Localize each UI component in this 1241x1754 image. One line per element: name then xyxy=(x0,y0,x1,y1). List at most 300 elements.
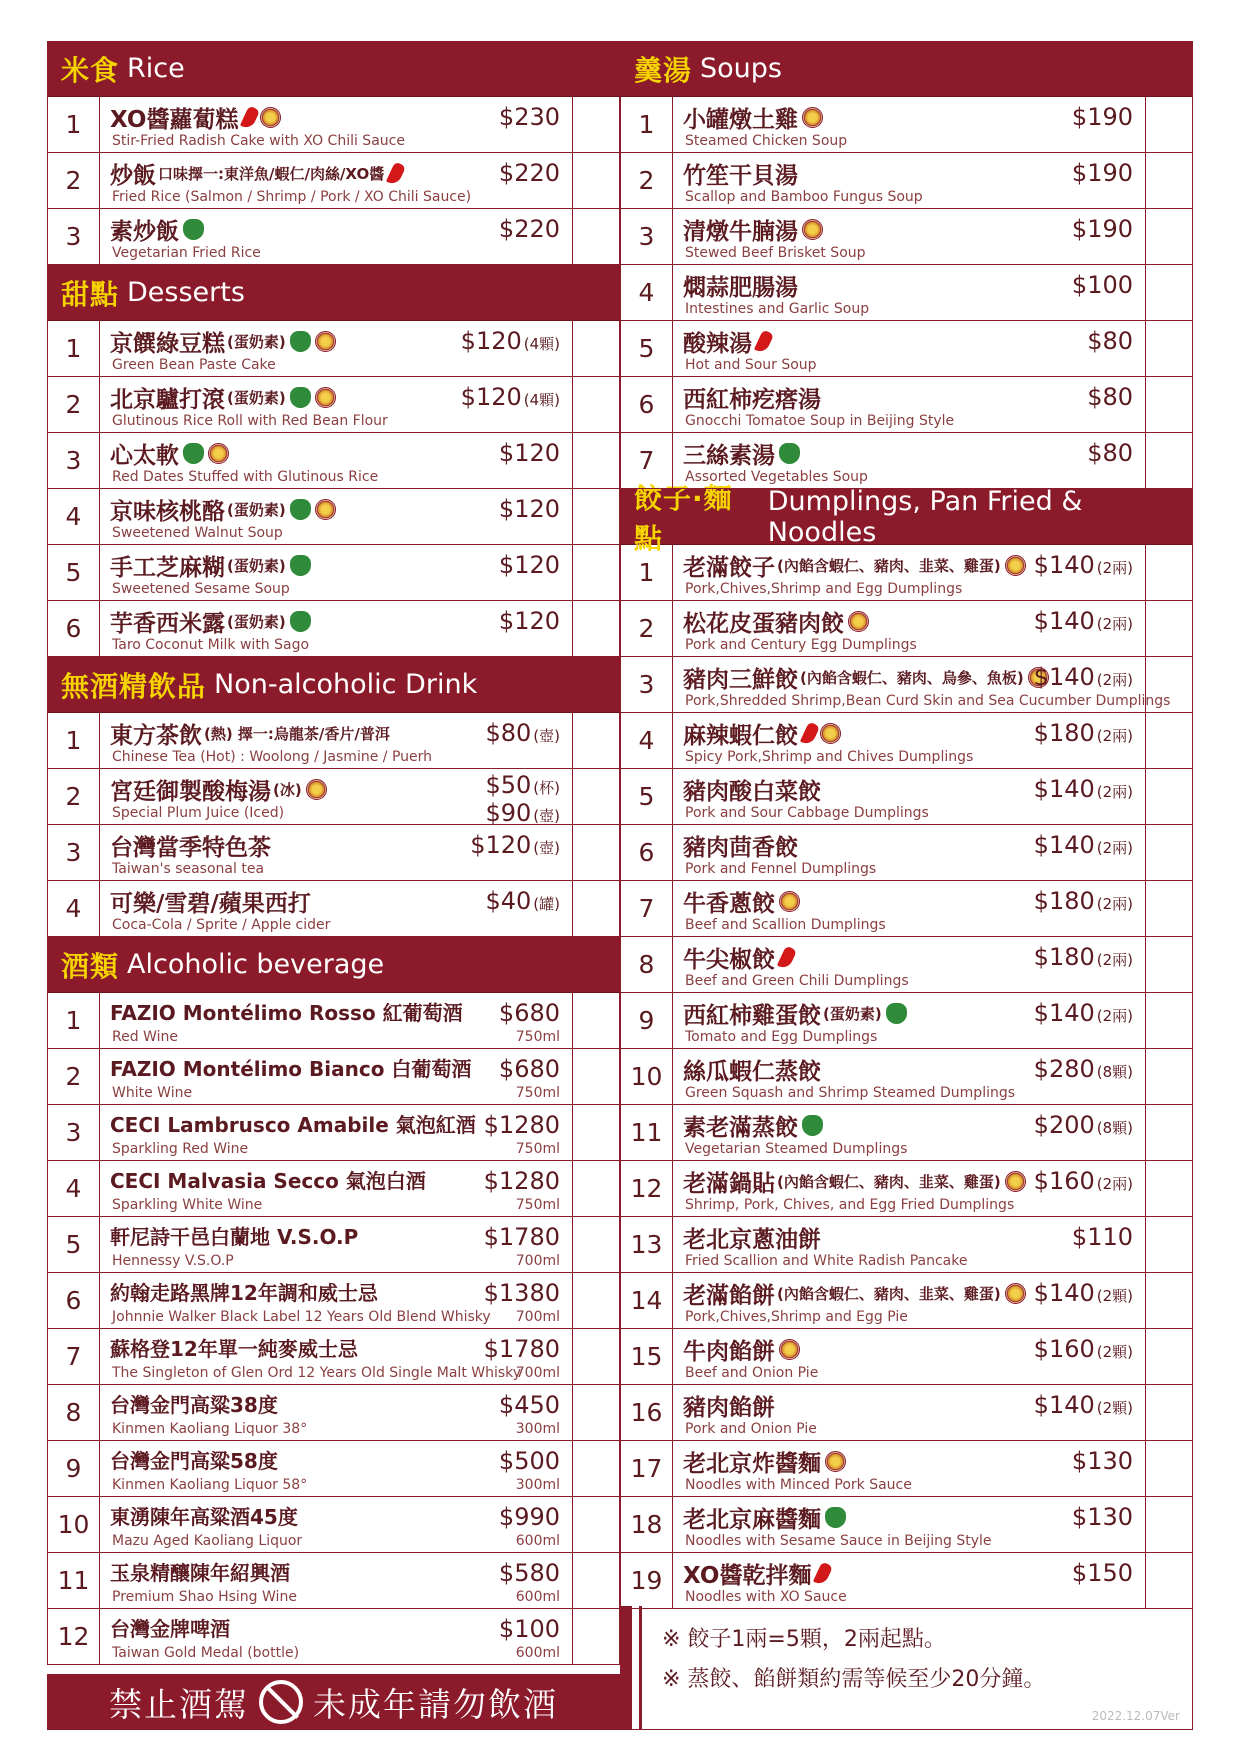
item-price xyxy=(484,1111,560,1139)
row-tail xyxy=(573,1609,619,1664)
item-name xyxy=(683,661,1049,694)
item-english: Tomato and Egg Dumplings xyxy=(685,1029,878,1045)
item-body xyxy=(100,1105,573,1160)
item-option: (蛋奶素) xyxy=(227,389,286,407)
row-tail xyxy=(573,825,619,880)
item-body xyxy=(100,1385,573,1440)
item-price xyxy=(1072,1503,1133,1531)
price-value: $680 xyxy=(498,999,560,1027)
item-name-text: 豬肉三鮮餃 xyxy=(683,667,798,693)
item-english: Noodles with Minced Pork Sauce xyxy=(685,1477,912,1493)
row-tail xyxy=(1146,825,1192,880)
item-name-text: 西紅柿疙瘩湯 xyxy=(683,387,821,413)
item-number: 3 xyxy=(621,209,673,264)
item-english: Taiwan Gold Medal (bottle) xyxy=(112,1645,300,1661)
price-value: $190 xyxy=(1071,159,1133,187)
item-name-text: 老滿鍋貼 xyxy=(683,1171,775,1197)
price-value: $220 xyxy=(498,215,560,243)
item-price xyxy=(499,551,560,579)
row-tail xyxy=(573,1497,619,1552)
price-value: $120 xyxy=(498,607,560,635)
item-name xyxy=(683,1109,823,1142)
item-english: Glutinous Rice Roll with Red Bean Flour xyxy=(112,413,388,429)
item-body xyxy=(673,1049,1146,1104)
menu-row xyxy=(620,657,1193,713)
price-unit: (2兩) xyxy=(1096,559,1133,577)
item-price xyxy=(484,1279,560,1307)
item-name-text: 芋香西米露 xyxy=(110,611,225,637)
egg-icon xyxy=(315,387,336,408)
item-english: Red Wine xyxy=(112,1029,178,1045)
item-number: 5 xyxy=(621,321,673,376)
section-header-soups: 羹湯 Soups xyxy=(620,41,1193,97)
item-number: 5 xyxy=(621,769,673,824)
item-body xyxy=(673,713,1146,768)
menu-row xyxy=(47,1049,620,1105)
item-price xyxy=(461,327,560,355)
item-body xyxy=(100,1217,573,1272)
menu-row xyxy=(620,937,1193,993)
item-name xyxy=(683,1053,821,1086)
row-tail xyxy=(1146,1161,1192,1216)
item-name xyxy=(110,885,311,918)
item-name xyxy=(683,269,798,302)
egg-icon xyxy=(260,107,281,128)
price-unit: (8顆) xyxy=(1096,1063,1133,1081)
item-number: 1 xyxy=(48,713,100,768)
item-name-text: 台灣金門高粱38度 xyxy=(110,1393,278,1417)
item-body xyxy=(100,769,573,827)
item-number: 2 xyxy=(48,153,100,208)
row-tail xyxy=(573,153,619,208)
dumplings-list xyxy=(620,545,1193,1609)
item-number: 2 xyxy=(621,601,673,656)
item-name-text: 三絲素湯 xyxy=(683,443,775,469)
section-header-drinks: 無酒精飲品 Non-alcoholic Drink xyxy=(47,657,620,713)
item-name xyxy=(110,101,281,134)
version-label: 2022.12.07Ver xyxy=(1091,1709,1180,1723)
item-name xyxy=(683,1389,775,1422)
item-price xyxy=(499,999,560,1027)
item-name xyxy=(110,605,311,638)
row-tail xyxy=(1146,993,1192,1048)
item-price xyxy=(1072,215,1133,243)
item-name-text: 竹笙干貝湯 xyxy=(683,163,798,189)
price-unit: (杯) xyxy=(533,779,560,797)
item-name xyxy=(683,997,907,1030)
menu-row xyxy=(47,1553,620,1609)
egg-icon xyxy=(208,443,229,464)
item-name xyxy=(683,1333,800,1366)
item-price xyxy=(1087,439,1133,467)
item-price xyxy=(1034,663,1133,691)
item-option: (熱) 擇一:烏龍茶/香片/普洱 xyxy=(204,725,390,743)
item-option: (蛋奶素) xyxy=(227,333,286,351)
price-unit: (2兩) xyxy=(1096,783,1133,801)
item-name-text: 心太軟 xyxy=(110,443,179,469)
item-name-text: 酸辣湯 xyxy=(683,331,752,357)
item-name xyxy=(110,325,336,358)
menu-row xyxy=(620,545,1193,601)
left-column xyxy=(47,41,620,1665)
row-tail xyxy=(1146,1105,1192,1160)
item-number: 3 xyxy=(48,433,100,488)
item-number: 10 xyxy=(621,1049,673,1104)
price-unit: (壺) xyxy=(533,727,560,745)
item-name-text: 老滿餃子 xyxy=(683,555,775,581)
vegetarian-icon xyxy=(290,387,311,408)
price-value: $120 xyxy=(460,383,522,411)
item-price xyxy=(1034,1111,1133,1139)
item-english: Hennessy V.S.O.P xyxy=(112,1253,234,1269)
chili-icon xyxy=(240,105,260,130)
chili-icon xyxy=(754,329,774,354)
item-name-text: 東方茶飲 xyxy=(110,723,202,749)
row-tail xyxy=(573,881,619,936)
item-name xyxy=(110,1501,298,1530)
price-value: $120 xyxy=(460,327,522,355)
item-number: 13 xyxy=(621,1217,673,1272)
item-body xyxy=(673,1385,1146,1440)
row-tail xyxy=(1146,1497,1192,1552)
item-option: (內餡含蝦仁、豬肉、韭菜、雞蛋) xyxy=(777,1285,1001,1303)
item-price xyxy=(1072,271,1133,299)
price-value: $140 xyxy=(1033,831,1095,859)
item-number: 6 xyxy=(621,377,673,432)
price-value: $120 xyxy=(498,551,560,579)
item-price xyxy=(461,383,560,411)
item-price xyxy=(499,1391,560,1419)
price-unit: (2兩) xyxy=(1096,1007,1133,1025)
price-value: $150 xyxy=(1071,1559,1133,1587)
item-option: (內餡含蝦仁、豬肉、韭菜、雞蛋) xyxy=(777,1173,1001,1191)
item-number: 4 xyxy=(48,489,100,544)
item-name-text: 絲瓜蝦仁蒸餃 xyxy=(683,1059,821,1085)
item-number: 4 xyxy=(621,265,673,320)
egg-icon xyxy=(779,1339,800,1360)
item-name-text: 台灣金門高粱58度 xyxy=(110,1449,278,1473)
row-tail xyxy=(573,545,619,600)
item-body xyxy=(673,881,1146,936)
item-number: 3 xyxy=(48,1105,100,1160)
price-value: $80 xyxy=(485,719,532,747)
item-name-text: 東湧陳年高粱酒45度 xyxy=(110,1505,298,1529)
item-number: 5 xyxy=(48,1217,100,1272)
egg-icon xyxy=(306,779,327,800)
item-english: Steamed Chicken Soup xyxy=(685,133,848,149)
item-name xyxy=(683,437,800,470)
item-price xyxy=(1087,383,1133,411)
item-volume: 600ml xyxy=(515,1589,560,1605)
item-body xyxy=(100,993,573,1048)
item-name-text: 玉泉精釀陳年紹興酒 xyxy=(110,1561,290,1585)
price-value: $110 xyxy=(1071,1223,1133,1251)
item-english: Kinmen Kaoliang Liquor 38° xyxy=(112,1421,308,1437)
desserts-list xyxy=(47,321,620,657)
item-english: Taiwan's seasonal tea xyxy=(112,861,265,877)
item-name-text: 老北京麻醬麵 xyxy=(683,1507,821,1533)
vegetarian-icon xyxy=(290,499,311,520)
item-number: 6 xyxy=(621,825,673,880)
item-name xyxy=(110,1557,290,1586)
item-volume: 300ml xyxy=(515,1421,560,1437)
row-tail xyxy=(1146,321,1192,376)
price-unit: (2顆) xyxy=(1096,1287,1133,1305)
menu-row xyxy=(620,1497,1193,1553)
row-tail xyxy=(1146,1329,1192,1384)
menu-row xyxy=(620,993,1193,1049)
item-price xyxy=(1072,1223,1133,1251)
menu-row xyxy=(620,153,1193,209)
item-english: Vegetarian Steamed Dumplings xyxy=(685,1141,908,1157)
item-number: 12 xyxy=(621,1161,673,1216)
section-header-dumplings: 餃子·麵點 Dumplings, Pan Fried & Noodles xyxy=(620,489,1193,545)
item-number: 4 xyxy=(48,1161,100,1216)
price-unit: (2顆) xyxy=(1096,1343,1133,1361)
item-name xyxy=(683,381,821,414)
item-volume: 750ml xyxy=(515,1029,560,1045)
item-english: Green Bean Paste Cake xyxy=(112,357,276,373)
item-english: Pork,Shredded Shrimp,Bean Curd Skin and Sea Cucumber Dumplings xyxy=(685,693,1171,709)
item-english: Coca-Cola / Sprite / Apple cider xyxy=(112,917,331,933)
price-unit: (2顆) xyxy=(1096,1399,1133,1417)
item-volume: 700ml xyxy=(515,1253,560,1269)
item-price xyxy=(1034,719,1133,747)
price-value: $50 xyxy=(485,771,532,799)
price-value: $140 xyxy=(1033,999,1095,1027)
price-unit: (4顆) xyxy=(523,335,560,353)
item-name xyxy=(683,885,800,918)
row-tail xyxy=(1146,769,1192,824)
item-name xyxy=(110,997,463,1026)
menu-row xyxy=(47,97,620,153)
item-name xyxy=(110,1053,471,1082)
item-number: 7 xyxy=(621,433,673,488)
egg-icon xyxy=(315,499,336,520)
item-name xyxy=(683,549,1026,582)
item-english: Sparkling White Wine xyxy=(112,1197,263,1213)
menu-row xyxy=(620,1385,1193,1441)
price-unit: (4顆) xyxy=(523,391,560,409)
item-name-text: 小罐燉土雞 xyxy=(683,107,798,133)
menu-row xyxy=(620,1217,1193,1273)
menu-row xyxy=(47,433,620,489)
section-header-alcohol: 酒類 Alcoholic beverage xyxy=(47,937,620,993)
item-number: 3 xyxy=(48,209,100,264)
row-tail xyxy=(1146,1385,1192,1440)
item-english: Sweetened Walnut Soup xyxy=(112,525,283,541)
soups-list xyxy=(620,97,1193,489)
item-english: Sparkling Red Wine xyxy=(112,1141,249,1157)
item-volume: 300ml xyxy=(515,1477,560,1493)
row-tail xyxy=(573,1161,619,1216)
row-tail xyxy=(573,321,619,376)
item-price xyxy=(1034,1167,1133,1195)
item-number: 10 xyxy=(48,1497,100,1552)
item-name xyxy=(110,717,390,750)
item-price xyxy=(484,1223,560,1251)
row-tail xyxy=(1146,265,1192,320)
item-number: 3 xyxy=(48,825,100,880)
row-tail xyxy=(573,769,619,824)
item-name-text: 素炒飯 xyxy=(110,219,179,245)
item-option: 口味擇一:東洋魚/蝦仁/肉絲/XO醬 xyxy=(158,165,385,183)
row-tail xyxy=(573,97,619,152)
price-value: $80 xyxy=(1087,439,1133,467)
item-name xyxy=(110,829,271,862)
item-number: 7 xyxy=(621,881,673,936)
item-number: 1 xyxy=(621,545,673,600)
item-body xyxy=(673,601,1146,656)
item-name xyxy=(683,1557,829,1590)
item-number: 7 xyxy=(48,1329,100,1384)
item-price xyxy=(499,1055,560,1083)
item-name xyxy=(683,605,869,638)
item-english: Johnnie Walker Black Label 12 Years Old Blend Whisky xyxy=(112,1309,491,1325)
row-tail xyxy=(1146,153,1192,208)
item-english: Stewed Beef Brisket Soup xyxy=(685,245,866,261)
row-tail xyxy=(1146,209,1192,264)
price-value: $80 xyxy=(1087,327,1133,355)
item-english: Scallop and Bamboo Fungus Soup xyxy=(685,189,923,205)
item-name xyxy=(110,1333,358,1362)
item-body xyxy=(673,1497,1146,1552)
row-tail xyxy=(1146,433,1192,488)
item-body xyxy=(100,209,573,264)
menu-row xyxy=(47,1273,620,1329)
item-english: Intestines and Garlic Soup xyxy=(685,301,870,317)
item-price xyxy=(1034,1279,1133,1307)
item-option: (冰) xyxy=(273,781,302,799)
item-name xyxy=(683,941,793,974)
menu-row xyxy=(47,1385,620,1441)
item-volume: 750ml xyxy=(515,1141,560,1157)
item-number: 5 xyxy=(48,545,100,600)
item-english: Stir-Fried Radish Cake with XO Chili Sauce xyxy=(112,133,405,149)
item-name xyxy=(683,157,798,190)
item-name xyxy=(683,829,798,862)
item-number: 6 xyxy=(48,1273,100,1328)
drinks-list xyxy=(47,713,620,937)
item-name xyxy=(683,773,821,806)
item-option: (蛋奶素) xyxy=(227,501,286,519)
price-value: $500 xyxy=(498,1447,560,1475)
item-english: Chinese Tea (Hot) : Woolong / Jasmine / Puerh xyxy=(112,749,433,765)
item-name-text: 松花皮蛋豬肉餃 xyxy=(683,611,844,637)
price-unit: (2兩) xyxy=(1096,951,1133,969)
price-value: $40 xyxy=(485,887,532,915)
egg-icon xyxy=(779,891,800,912)
egg-icon xyxy=(802,107,823,128)
menu-row xyxy=(620,1161,1193,1217)
item-name xyxy=(110,1165,426,1194)
item-body xyxy=(673,1105,1146,1160)
price-unit: (2兩) xyxy=(1096,839,1133,857)
notes-box xyxy=(620,1606,1193,1730)
item-name xyxy=(110,549,311,582)
row-tail xyxy=(573,601,619,656)
item-volume: 600ml xyxy=(515,1645,560,1661)
item-volume: 700ml xyxy=(515,1309,560,1325)
egg-icon xyxy=(848,611,869,632)
item-name-text: FAZIO Montélimo Rosso 紅葡萄酒 xyxy=(110,1001,463,1025)
item-english: Noodles with Sesame Sauce in Beijing Style xyxy=(685,1533,992,1549)
item-name-text: 老北京蔥油餅 xyxy=(683,1227,821,1253)
menu-row xyxy=(620,881,1193,937)
item-name-text: 牛肉餡餅 xyxy=(683,1339,775,1365)
item-body xyxy=(673,1161,1146,1216)
item-english: Kinmen Kaoliang Liquor 58° xyxy=(112,1477,308,1493)
item-name-text: 炒飯 xyxy=(110,163,156,189)
row-tail xyxy=(1146,97,1192,152)
price-value: $180 xyxy=(1033,887,1095,915)
item-price xyxy=(484,1167,560,1195)
item-body xyxy=(100,1609,573,1664)
item-number: 1 xyxy=(48,993,100,1048)
row-tail xyxy=(573,1105,619,1160)
item-name xyxy=(110,381,336,414)
price-value: $140 xyxy=(1033,1279,1095,1307)
row-tail xyxy=(573,1217,619,1272)
egg-icon xyxy=(820,723,841,744)
item-name xyxy=(110,1277,378,1306)
menu-row xyxy=(620,825,1193,881)
menu-row xyxy=(47,489,620,545)
item-english: Beef and Scallion Dumplings xyxy=(685,917,886,933)
menu-row xyxy=(620,377,1193,433)
row-tail xyxy=(573,993,619,1048)
price-unit: (2兩) xyxy=(1096,727,1133,745)
menu-row xyxy=(47,769,620,825)
item-body xyxy=(673,321,1146,376)
item-number: 17 xyxy=(621,1441,673,1496)
egg-icon xyxy=(802,219,823,240)
egg-icon xyxy=(1005,1283,1026,1304)
item-english: Beef and Green Chili Dumplings xyxy=(685,973,909,989)
item-english: Taro Coconut Milk with Sago xyxy=(112,637,310,653)
item-body xyxy=(100,1273,573,1328)
menu-row xyxy=(47,545,620,601)
item-name-text: 老滿餡餅 xyxy=(683,1283,775,1309)
item-price xyxy=(499,439,560,467)
row-tail xyxy=(1146,1553,1192,1608)
item-number: 8 xyxy=(48,1385,100,1440)
item-name-text: 約翰走路黑牌12年調和威士忌 xyxy=(110,1281,378,1305)
item-english: Red Dates Stuffed with Glutinous Rice xyxy=(112,469,379,485)
row-tail xyxy=(573,433,619,488)
menu-row xyxy=(47,713,620,769)
item-price xyxy=(1034,999,1133,1027)
vegetarian-icon xyxy=(290,611,311,632)
item-english: Mazu Aged Kaoliang Liquor xyxy=(112,1533,303,1549)
item-number: 16 xyxy=(621,1385,673,1440)
item-body xyxy=(673,545,1146,600)
item-name-text: 可樂/雪碧/蘋果西打 xyxy=(110,891,311,917)
item-name-text: 牛尖椒餃 xyxy=(683,947,775,973)
price-value: $1780 xyxy=(483,1335,560,1363)
vegetarian-icon xyxy=(183,443,204,464)
vegetarian-icon xyxy=(886,1003,907,1024)
item-name xyxy=(683,325,770,358)
item-english: Beef and Onion Pie xyxy=(685,1365,819,1381)
price-unit: (2兩) xyxy=(1096,615,1133,633)
item-english: The Singleton of Glen Ord 12 Years Old Single Malt Whisky xyxy=(112,1365,522,1381)
chili-icon xyxy=(813,1561,833,1586)
note-wait-time: ※ 蒸餃、餡餅類約需等候至少20分鐘。 xyxy=(662,1667,1046,1692)
item-body xyxy=(100,1441,573,1496)
item-english: Special Plum Juice (Iced) xyxy=(112,805,285,821)
item-price xyxy=(1072,1559,1133,1587)
